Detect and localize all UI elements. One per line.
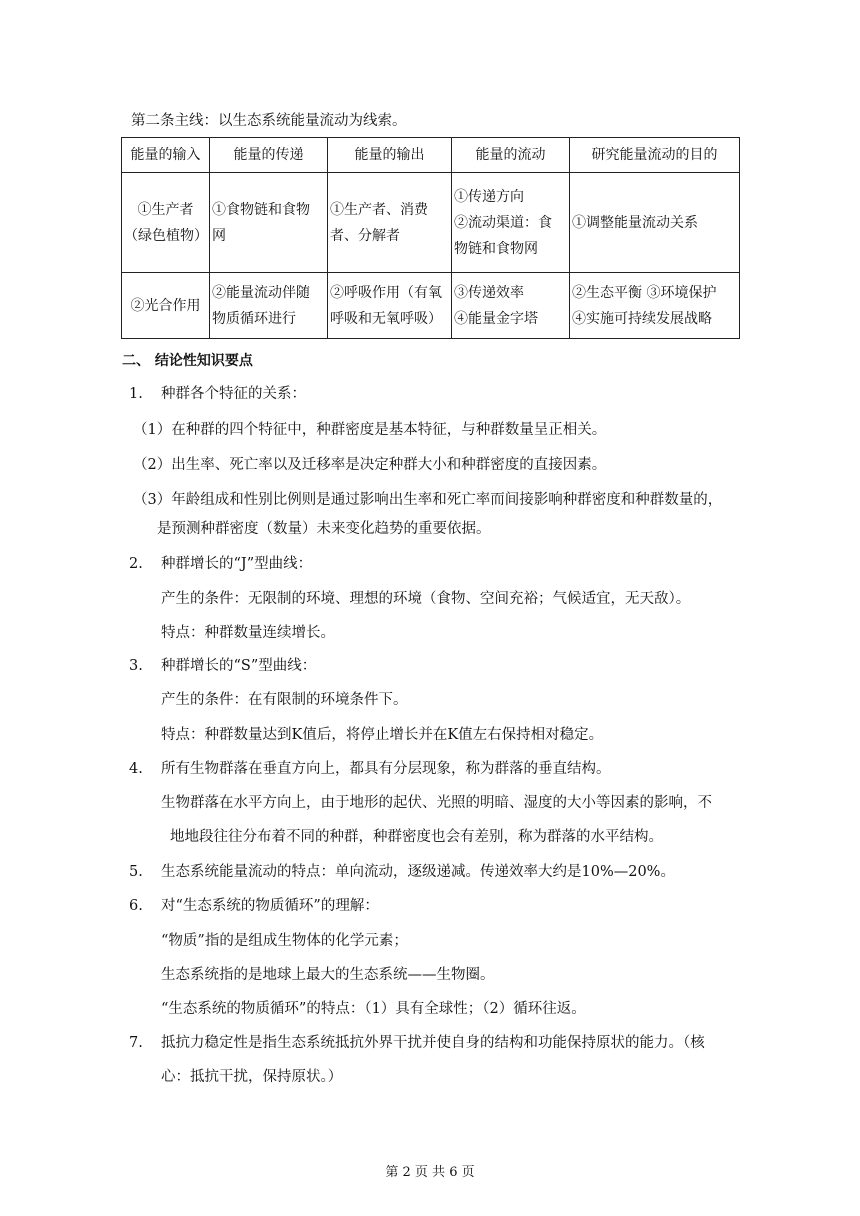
list-item-text: “生态系统的物质循环”的特点：（1）具有全球性；（2）循环往返。	[161, 1001, 586, 1017]
list-item-text: 特点：种群数量连续增长。	[161, 625, 335, 641]
energy-flow-table	[121, 137, 740, 339]
table-row	[122, 173, 740, 273]
table-header-row	[122, 138, 740, 173]
list-item-text: 特点：种群数量达到K值后，将停止增长并在K值左右保持相对稳定。	[161, 727, 604, 743]
list-item-title: 生态系统能量流动的特点：单向流动，逐级递减。传递效率大约是10%—20%。	[161, 864, 675, 880]
list-item-text: “物质”指的是组成生物体的化学元素；	[161, 933, 408, 949]
table-cell: ②呼吸作用（有氧 呼吸和无氧呼吸）	[328, 273, 452, 339]
table-cell: ①调整能量流动关系	[570, 173, 740, 273]
list-item-text: 产生的条件：在有限制的环境条件下。	[161, 692, 408, 708]
list-item-text: （2）出生率、死亡率以及迁移率是决定种群大小和种群密度的直接因素。	[133, 457, 607, 473]
list-item-number: 2.	[129, 556, 143, 572]
table-cell: ③传递效率 ④能量金字塔	[452, 273, 570, 339]
list-item-number: 5.	[129, 864, 143, 880]
table-cell: ②光合作用	[122, 273, 210, 339]
list-item-number: 4.	[129, 761, 143, 777]
list-item-text: （1）在种群的四个特征中，种群密度是基本特征，与种群数量呈正相关。	[133, 422, 607, 438]
list-item-text: 生物群落在水平方向上，由于地形的起伏、光照的明暗、湿度的大小等因素的影响，不	[161, 795, 712, 811]
table-cell: ①生产者、消费 者、分解者	[328, 173, 452, 273]
list-item-number: 6.	[129, 898, 143, 914]
table-cell: ②能量流动伴随 物质循环进行	[210, 273, 328, 339]
list-item-number: 1.	[129, 386, 143, 402]
table-cell: ②生态平衡 ③环境保护 ④实施可持续发展战略	[570, 273, 740, 339]
list-item-title: 所有生物群落在垂直方向上，都具有分层现象，称为群落的垂直结构。	[161, 761, 611, 777]
list-item-text: 生态系统指的是地球上最大的生态系统——生物圈。	[161, 967, 495, 983]
list-item-title: 对“生态系统的物质循环”的理解：	[161, 898, 379, 914]
table-header-cell: 研究能量流动的目的	[570, 138, 740, 173]
list-item-text: 心：抵抗干扰，保持原状。）	[161, 1069, 343, 1085]
list-item-text: 地地段往往分布着不同的种群，种群密度也会有差别，称为群落的水平结构。	[170, 829, 663, 845]
list-item-text: （3）年龄组成和性别比例则是通过影响出生率和死亡率而间接影响种群密度和种群数量的，	[133, 492, 723, 508]
list-item-text: 产生的条件：无限制的环境、理想的环境（食物、空间充裕；气候适宜，无天敌）。	[161, 591, 691, 607]
page-footer: 第 2 页 共 6 页	[385, 1165, 475, 1180]
table-header-cell: 能量的输入	[122, 138, 210, 173]
table-header-cell: 能量的输出	[328, 138, 452, 173]
section-heading-line2: 第二条主线：以生态系统能量流动为线索。	[131, 113, 407, 129]
table-header-cell: 能量的传递	[210, 138, 328, 173]
list-item-title: 抵抗力稳定性是指生态系统抵抗外界干扰并使自身的结构和功能保持原状的能力。（核	[161, 1035, 705, 1051]
table-header-cell: 能量的流动	[452, 138, 570, 173]
table-cell: ①传递方向 ②流动渠道：食 物链和食物网	[452, 173, 570, 273]
section-heading: 二、 结论性知识要点	[122, 353, 253, 369]
list-item-text: 是预测种群密度（数量）未来变化趋势的重要依据。	[157, 521, 491, 537]
table-row	[122, 273, 740, 339]
list-item-number: 3.	[129, 658, 143, 674]
list-item-title: 种群各个特征的关系：	[161, 386, 306, 402]
table-cell: ①生产者 （绿色植物）	[122, 173, 210, 273]
list-item-title: 种群增长的“J”型曲线：	[161, 556, 313, 572]
table-cell: ①食物链和食物 网	[210, 173, 328, 273]
list-item-title: 种群增长的“S”型曲线：	[161, 658, 317, 674]
list-item-number: 7.	[129, 1035, 143, 1051]
